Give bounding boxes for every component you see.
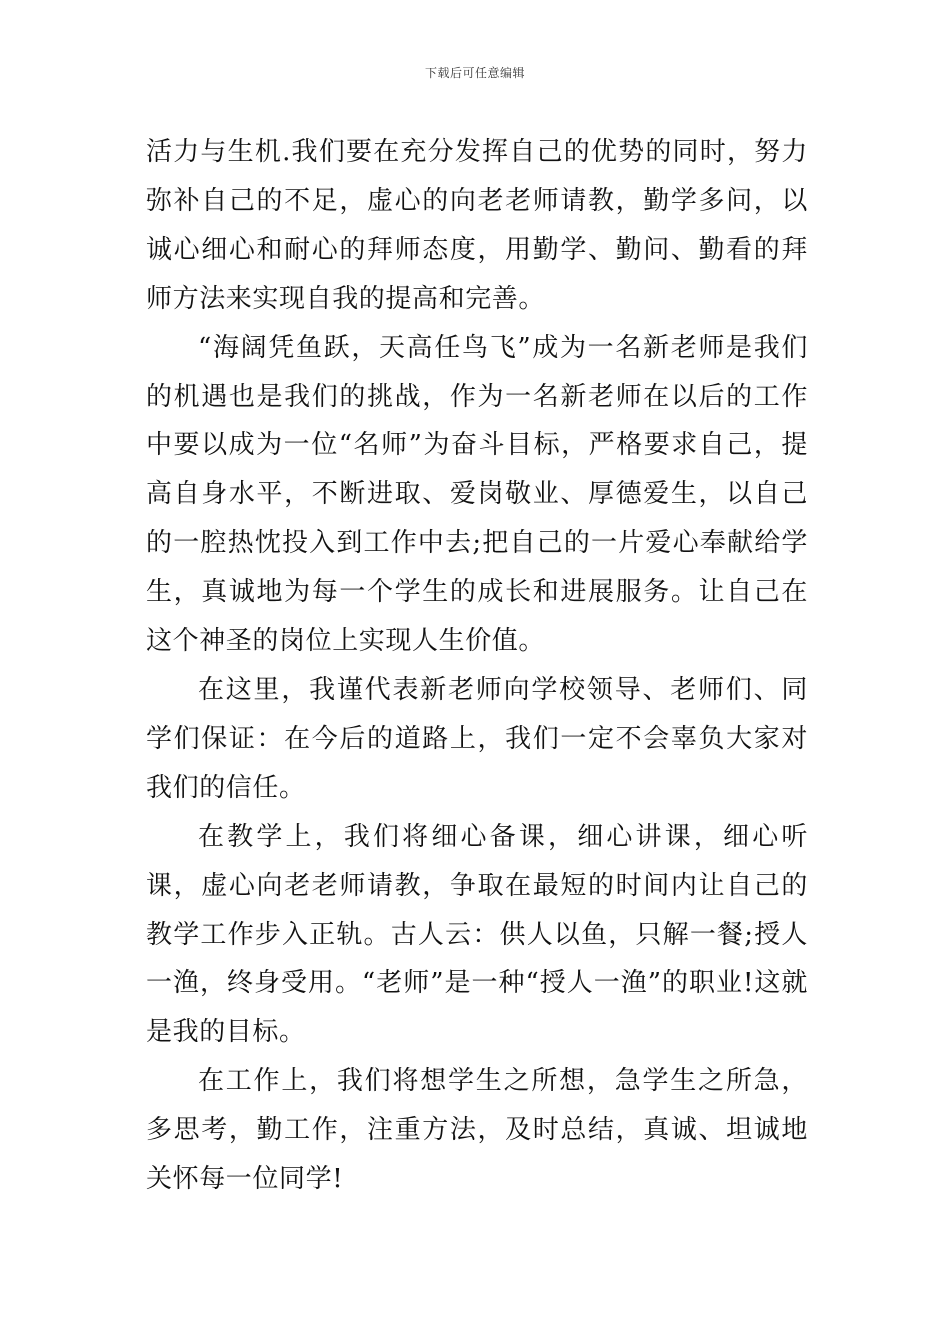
page-header-note: 下载后可任意编辑	[424, 66, 525, 80]
document-body	[146, 128, 808, 1204]
paragraph-continuation: 活力与生机.我们要在充分发挥自己的优势的同时，努力弥补自己的不足，虚心的向老老师请教，勤学多问，以诚心细心和耐心的拜师态度，用勤学、勤问、勤看的拜师方法来实现自我的提高和完善。	[146, 137, 808, 314]
paragraph-pledge: 在这里，我谨代表新老师向学校领导、老师们、同学们保证：在今后的道路上，我们一定不会辜负大家对我们的信任。	[146, 674, 808, 803]
paragraph-teaching: 在教学上，我们将细心备课，细心讲课，细心听课，虚心向老老师请教，争取在最短的时间内让自己的教学工作步入正轨。古人云：供人以鱼，只解一餐;授人一渔，终身受用。“老师”是一种“授人一渔”的职业!这就是我的目标。	[146, 821, 808, 1048]
paragraph-quote: “海阔凭鱼跃，天高任鸟飞”成为一名新老师是我们的机遇也是我们的挑战，作为一名新老师在以后的工作中要以成为一位“名师”为奋斗目标，严格要求自己，提高自身水平，不断进取、爱岗敬业、厚德爱生，以自己的一腔热忱投入到工作中去;把自己的一片爱心奉献给学生，真诚地为每一个学生的成长和进展服务。让自己在这个神圣的岗位上实现人生价值。	[146, 332, 808, 657]
paragraph-work: 在工作上，我们将想学生之所想，急学生之所急，多思考，勤工作，注重方法，及时总结，真诚、坦诚地关怀每一位同学!	[146, 1066, 808, 1195]
